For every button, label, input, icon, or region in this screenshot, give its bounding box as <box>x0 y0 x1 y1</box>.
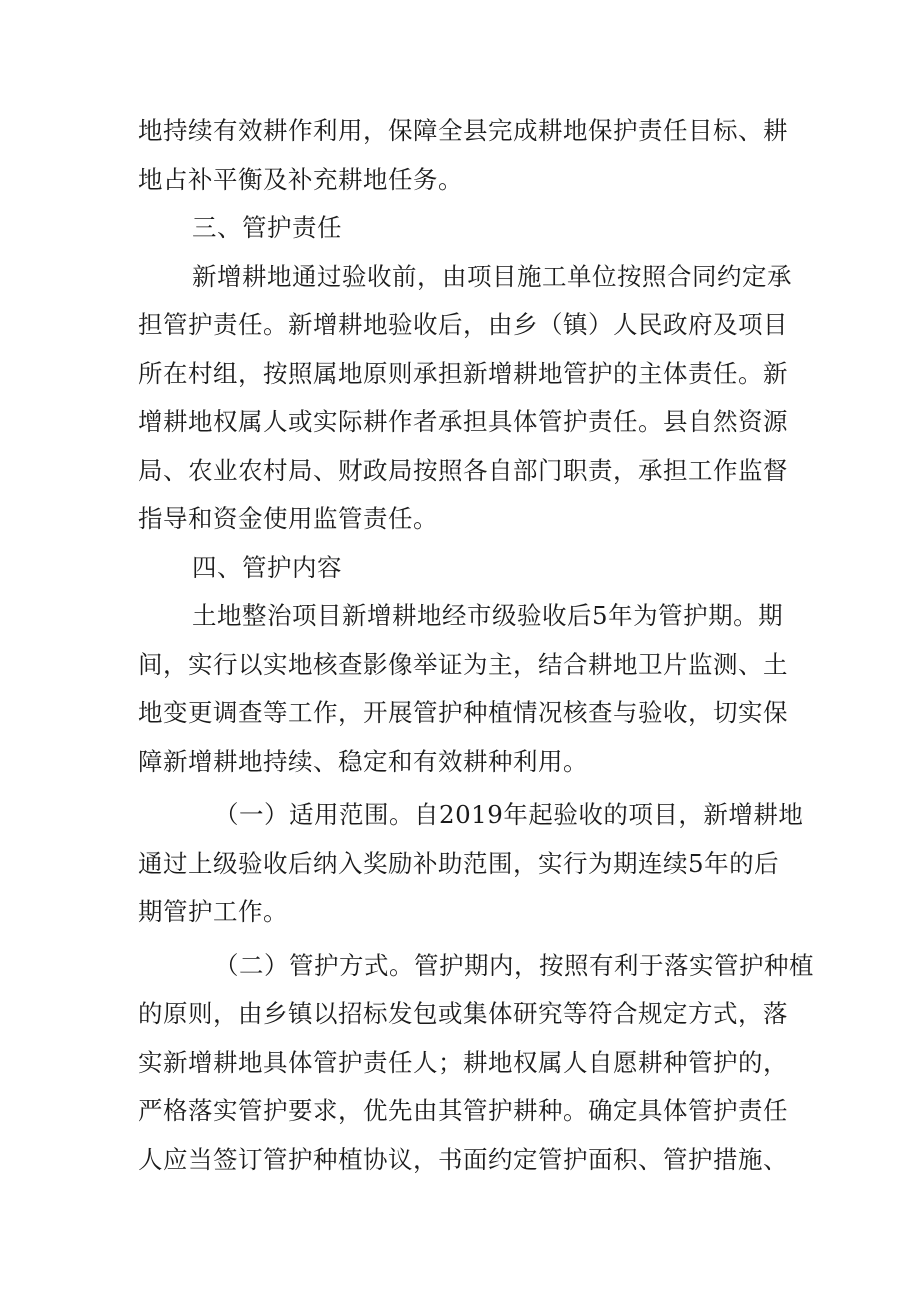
text-line: 严格落实管护要求，优先由其管护耕种。确定具体管护责任 <box>138 1096 788 1125</box>
section-heading: 四、管护内容 <box>192 552 342 582</box>
text-line: 人应当签订管护种植协议，书面约定管护面积、管护措施、 <box>138 1144 788 1174</box>
text-line: 新增耕地通过验收前，由项目施工单位按照合同约定承 <box>192 261 792 291</box>
text-line: 局、农业农村局、财政局按照各自部门职责，承担工作监督 <box>138 455 788 485</box>
text-line: 间，实行以实地核查影像举证为主，结合耕地卫片监测、土 <box>138 649 788 679</box>
text-line: 障新增耕地持续、稳定和有效耕种利用。 <box>138 746 588 776</box>
text-line: 担管护责任。新增耕地验收后，由乡（镇）人民政府及项目 <box>138 310 788 339</box>
text-line: 实新增耕地具体管护责任人；耕地权属人自愿耕种管护的， <box>138 1047 788 1077</box>
subsection-line: （二）管护方式。管护期内，按照有利于落实管护种植 <box>214 950 814 980</box>
text-line: 指导和资金使用监管责任。 <box>138 504 438 533</box>
section-heading: 三、管护责任 <box>192 213 342 242</box>
text-line: 地持续有效耕作利用，保障全县完成耕地保护责任目标、耕 <box>138 116 788 145</box>
text-line: 增耕地权属人或实际耕作者承担具体管护责任。县自然资源 <box>138 407 788 436</box>
text-line: 地占补平衡及补充耕地任务。 <box>138 164 463 194</box>
text-line: 通过上级验收后纳入奖励补助范围，实行为期连续5年的后 <box>138 848 780 878</box>
text-line: 土地整治项目新增耕地经市级验收后5年为管护期。期 <box>192 601 784 630</box>
subsection-line: （一）适用范围。自2019年起验收的项目，新增耕地 <box>214 800 804 829</box>
text-line: 所在村组，按照属地原则承担新增耕地管护的主体责任。新 <box>138 358 788 388</box>
text-line: 的原则，由乡镇以招标发包或集体研究等符合规定方式，落 <box>138 999 788 1028</box>
text-line: 期管护工作。 <box>138 897 288 926</box>
text-line: 地变更调查等工作，开展管护种植情况核查与验收，切实保 <box>138 698 788 727</box>
document-body <box>138 107 814 1184</box>
